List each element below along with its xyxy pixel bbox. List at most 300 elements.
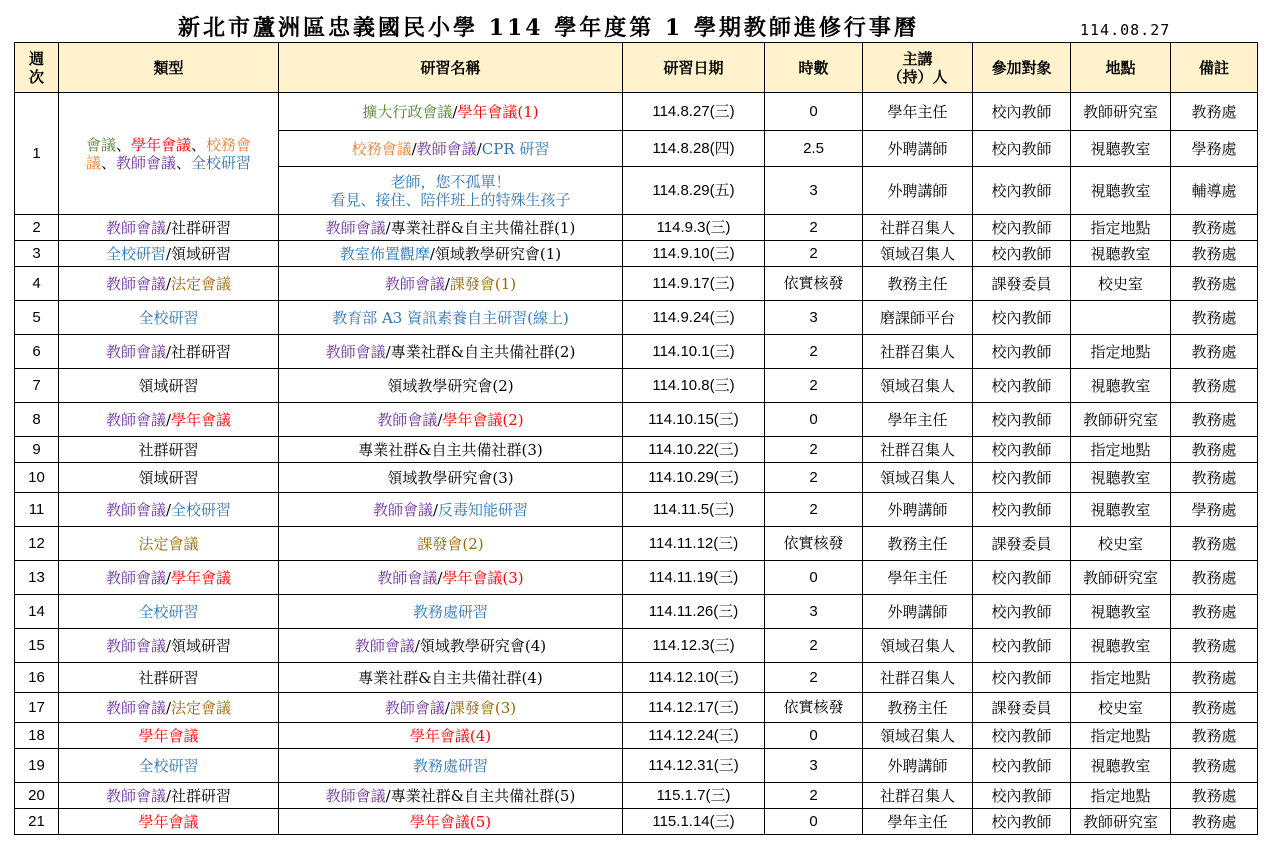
audience-cell: 校內教師 (973, 595, 1071, 629)
type-cell (59, 267, 279, 301)
type-cell (59, 463, 279, 493)
note-cell: 教務處 (1171, 403, 1258, 437)
hours-cell: 2 (765, 783, 863, 809)
session-name-cell (279, 493, 623, 527)
speaker-cell: 社群召集人 (863, 437, 973, 463)
table-row (15, 403, 1258, 437)
speaker-cell: 外聘講師 (863, 749, 973, 783)
hours-cell: 0 (765, 809, 863, 835)
location-cell: 視聽教室 (1071, 463, 1171, 493)
audience-cell: 校內教師 (973, 493, 1071, 527)
week-cell: 13 (15, 561, 59, 595)
week-cell: 8 (15, 403, 59, 437)
table-row (15, 267, 1258, 301)
header-hours: 時數 (765, 43, 863, 93)
text-segment: 教師會議 (377, 568, 438, 587)
type-cell (59, 301, 279, 335)
location-cell: 視聽教室 (1071, 369, 1171, 403)
text-segment: 、 (115, 135, 131, 154)
date-cell: 115.1.7(三) (623, 783, 765, 809)
text-segment: /領域研習 (165, 244, 232, 263)
hours-cell: 2 (765, 241, 863, 267)
text-segment: 學年會議(5) (409, 812, 492, 831)
table-row (15, 527, 1258, 561)
week-cell: 20 (15, 783, 59, 809)
session-name-cell (279, 723, 623, 749)
text-segment: 法定會議 (171, 274, 232, 293)
location-cell: 教師研究室 (1071, 809, 1171, 835)
date-cell: 114.8.29(五) (623, 167, 765, 215)
text-segment: 、 (176, 153, 192, 172)
text-segment: 學年會議 (138, 812, 199, 831)
type-cell (59, 527, 279, 561)
note-cell: 教務處 (1171, 629, 1258, 663)
location-cell: 指定地點 (1071, 663, 1171, 693)
note-cell: 教務處 (1171, 809, 1258, 835)
note-cell: 教務處 (1171, 663, 1258, 693)
table-row (15, 335, 1258, 369)
text-segment: 反毒知能研習 (438, 500, 529, 519)
location-cell: 校史室 (1071, 267, 1171, 301)
date-cell: 114.10.15(三) (623, 403, 765, 437)
hours-cell: 2.5 (765, 131, 863, 167)
location-cell: 指定地點 (1071, 723, 1171, 749)
text-segment: 教師會議 (354, 636, 415, 655)
document-date: 114.08.27 (1080, 21, 1171, 39)
location-cell: 視聽教室 (1071, 749, 1171, 783)
week-cell: 18 (15, 723, 59, 749)
speaker-cell: 學年主任 (863, 93, 973, 131)
location-cell: 指定地點 (1071, 335, 1171, 369)
text-segment: 法定會議 (138, 534, 199, 553)
text-segment: 專業社群&自主共備社群(3) (358, 440, 543, 459)
week-cell: 7 (15, 369, 59, 403)
text-segment: 教師會議 (105, 636, 166, 655)
audience-cell: 校內教師 (973, 749, 1071, 783)
text-segment: 專業社群&自主共備社群(4) (358, 668, 543, 687)
audience-cell: 校內教師 (973, 215, 1071, 241)
table-row (15, 663, 1258, 693)
hours-cell: 3 (765, 301, 863, 335)
type-cell (59, 663, 279, 693)
text-segment: 教師會議 (115, 153, 176, 172)
text-segment: 教師會議 (105, 410, 166, 429)
text-segment: 領域研習 (138, 468, 199, 487)
text-segment: 全校研習 (171, 500, 232, 519)
speaker-cell: 外聘講師 (863, 493, 973, 527)
table-row (15, 749, 1258, 783)
text-segment: / (432, 500, 439, 519)
text-segment: 社群研習 (138, 440, 199, 459)
audience-cell: 課發委員 (973, 267, 1071, 301)
table-row (15, 241, 1258, 267)
header-audience: 參加對象 (973, 43, 1071, 93)
audience-cell: 課發委員 (973, 693, 1071, 723)
type-cell (59, 493, 279, 527)
location-cell: 校史室 (1071, 693, 1171, 723)
hours-cell: 3 (765, 167, 863, 215)
session-name-cell (279, 93, 623, 131)
date-cell: 114.12.31(三) (623, 749, 765, 783)
text-segment: 學年會議(4) (409, 726, 492, 745)
session-name-cell (279, 301, 623, 335)
location-cell: 教師研究室 (1071, 403, 1171, 437)
text-segment: 校務會議 (351, 139, 412, 158)
hours-cell: 0 (765, 403, 863, 437)
note-cell: 教務處 (1171, 241, 1258, 267)
speaker-cell: 社群召集人 (863, 215, 973, 241)
audience-cell: 校內教師 (973, 437, 1071, 463)
text-segment: 教師會議 (105, 698, 166, 717)
table-row (15, 463, 1258, 493)
date-cell: 114.11.19(三) (623, 561, 765, 595)
note-cell: 教務處 (1171, 527, 1258, 561)
table-row (15, 369, 1258, 403)
session-name-cell (279, 663, 623, 693)
note-cell: 教務處 (1171, 561, 1258, 595)
type-cell (59, 403, 279, 437)
text-segment: 教師會議 (325, 342, 386, 361)
location-cell: 視聽教室 (1071, 629, 1171, 663)
table-row (15, 437, 1258, 463)
header-note: 備註 (1171, 43, 1258, 93)
audience-cell: 校內教師 (973, 335, 1071, 369)
header-row (15, 43, 1258, 93)
date-cell: 114.10.1(三) (623, 335, 765, 369)
speaker-cell: 外聘講師 (863, 131, 973, 167)
location-cell: 教師研究室 (1071, 561, 1171, 595)
week-cell: 4 (15, 267, 59, 301)
week-cell: 3 (15, 241, 59, 267)
type-cell (59, 595, 279, 629)
document-title: 新北市蘆洲區忠義國民小學 114 學年度第 1 學期教師進修行事曆 (178, 15, 919, 41)
note-cell: 輔導處 (1171, 167, 1258, 215)
date-cell: 114.9.10(三) (623, 241, 765, 267)
type-cell (59, 335, 279, 369)
type-cell (59, 215, 279, 241)
text-segment: /專業社群&自主共備社群(1) (385, 218, 576, 237)
schedule-body (15, 93, 1258, 835)
text-segment: / (437, 568, 443, 587)
audience-cell: 校內教師 (973, 463, 1071, 493)
audience-cell: 校內教師 (973, 809, 1071, 835)
text-segment: 教師會議 (105, 568, 166, 587)
text-segment: 教師會議 (372, 500, 433, 519)
text-segment: 教務處研習 (412, 602, 488, 621)
table-row (15, 723, 1258, 749)
speaker-cell: 領域召集人 (863, 463, 973, 493)
date-cell: 114.11.5(三) (623, 493, 765, 527)
date-cell: 114.12.10(三) (623, 663, 765, 693)
speaker-cell: 學年主任 (863, 561, 973, 595)
speaker-cell: 社群召集人 (863, 335, 973, 369)
table-row (15, 301, 1258, 335)
audience-cell: 校內教師 (973, 663, 1071, 693)
text-segment: 擴大行政會議 (362, 102, 453, 121)
text-segment: / (165, 500, 172, 519)
speaker-cell: 領域召集人 (863, 723, 973, 749)
session-name-cell (279, 335, 623, 369)
type-cell (59, 723, 279, 749)
hours-cell: 2 (765, 335, 863, 369)
hours-cell: 2 (765, 463, 863, 493)
week-cell: 11 (15, 493, 59, 527)
speaker-cell: 領域召集人 (863, 629, 973, 663)
text-segment: 學年會議(2) (442, 410, 524, 429)
table-row (15, 215, 1258, 241)
hours-cell: 0 (765, 93, 863, 131)
header-week: 週 次 (15, 43, 59, 93)
table-row (15, 93, 1258, 131)
session-name-cell (279, 463, 623, 493)
note-cell: 學務處 (1171, 131, 1258, 167)
date-cell: 114.11.26(三) (623, 595, 765, 629)
location-cell: 視聽教室 (1071, 493, 1171, 527)
speaker-cell: 領域召集人 (863, 369, 973, 403)
week-cell: 5 (15, 301, 59, 335)
table-row (15, 629, 1258, 663)
text-segment: / (411, 139, 417, 158)
text-segment: / (437, 410, 443, 429)
session-name-cell (279, 809, 623, 835)
note-cell: 教務處 (1171, 301, 1258, 335)
header-location: 地點 (1071, 43, 1171, 93)
text-segment: 教師會議 (105, 786, 166, 805)
header-type: 類型 (59, 43, 279, 93)
audience-cell: 校內教師 (973, 131, 1071, 167)
session-name-cell (279, 241, 623, 267)
date-cell: 114.9.3(三) (623, 215, 765, 241)
type-cell (59, 629, 279, 663)
type-cell (59, 693, 279, 723)
text-segment: / (476, 139, 482, 158)
date-cell: 115.1.14(三) (623, 809, 765, 835)
schedule-table (14, 42, 1258, 835)
note-cell: 教務處 (1171, 723, 1258, 749)
session-name-cell (279, 693, 623, 723)
audience-cell: 校內教師 (973, 561, 1071, 595)
week-cell: 15 (15, 629, 59, 663)
type-cell (59, 241, 279, 267)
week-cell: 2 (15, 215, 59, 241)
text-segment: 教師會議 (416, 139, 477, 158)
text-segment: 課發會(1) (449, 274, 517, 293)
date-cell: 114.12.3(三) (623, 629, 765, 663)
hours-cell: 0 (765, 723, 863, 749)
hours-cell: 2 (765, 369, 863, 403)
text-segment: 教師會議 (384, 698, 445, 717)
text-segment: 全校研習 (138, 602, 199, 621)
session-name-cell (279, 595, 623, 629)
text-segment: /領域教學研究會(1) (429, 244, 562, 263)
audience-cell: 校內教師 (973, 167, 1071, 215)
text-segment: / (452, 102, 458, 121)
hours-cell: 2 (765, 629, 863, 663)
text-segment: 教育部 A3 資訊素養自主研習(線上) (332, 308, 569, 327)
location-cell: 指定地點 (1071, 215, 1171, 241)
text-line: 看見、接住、陪伴班上的特殊生孩子 (330, 190, 571, 209)
note-cell: 教務處 (1171, 437, 1258, 463)
audience-cell: 校內教師 (973, 783, 1071, 809)
text-segment: /專業社群&自主共備社群(2) (385, 342, 576, 361)
text-segment: /領域教學研究會(4) (414, 636, 547, 655)
week-cell: 12 (15, 527, 59, 561)
text-segment: 全校研習 (138, 308, 199, 327)
text-segment: /社群研習 (165, 786, 232, 805)
hours-cell: 依實核發 (765, 267, 863, 301)
location-cell: 指定地點 (1071, 783, 1171, 809)
location-cell: 校史室 (1071, 527, 1171, 561)
location-cell: 視聽教室 (1071, 595, 1171, 629)
text-segment: / (165, 698, 172, 717)
session-name-cell (279, 403, 623, 437)
hours-cell: 0 (765, 561, 863, 595)
audience-cell: 校內教師 (973, 723, 1071, 749)
session-name-cell (279, 629, 623, 663)
audience-cell: 校內教師 (973, 369, 1071, 403)
text-segment: 教師會議 (325, 786, 386, 805)
text-segment: 全校研習 (138, 756, 199, 775)
speaker-cell: 教務主任 (863, 527, 973, 561)
text-segment: 、 (191, 135, 207, 154)
note-cell: 教務處 (1171, 335, 1258, 369)
hours-cell: 2 (765, 437, 863, 463)
speaker-cell: 社群召集人 (863, 663, 973, 693)
text-segment: /專業社群&自主共備社群(5) (385, 786, 576, 805)
note-cell: 教務處 (1171, 595, 1258, 629)
hours-cell: 3 (765, 749, 863, 783)
text-segment: 教師會議 (105, 218, 166, 237)
table-row (15, 561, 1258, 595)
header-speaker: 主講 （持）人 (863, 43, 973, 93)
text-segment: 課發會(3) (449, 698, 517, 717)
table-row (15, 783, 1258, 809)
note-cell: 教務處 (1171, 267, 1258, 301)
week-cell: 17 (15, 693, 59, 723)
hours-cell: 2 (765, 215, 863, 241)
text-segment: 校務會議 (85, 135, 252, 172)
note-cell: 教務處 (1171, 93, 1258, 131)
audience-cell: 課發委員 (973, 527, 1071, 561)
text-segment: /領域研習 (165, 636, 232, 655)
text-segment: / (444, 274, 450, 293)
note-cell: 教務處 (1171, 749, 1258, 783)
week-cell: 1 (15, 93, 59, 215)
session-name-cell (279, 527, 623, 561)
text-segment: 領域教學研究會(3) (387, 468, 514, 487)
note-cell: 教務處 (1171, 783, 1258, 809)
session-name-cell (279, 561, 623, 595)
note-cell: 教務處 (1171, 215, 1258, 241)
text-segment: 、 (100, 153, 116, 172)
session-name-cell (279, 131, 623, 167)
hours-cell: 2 (765, 493, 863, 527)
session-name-cell (279, 437, 623, 463)
text-segment: 教師會議 (105, 500, 166, 519)
text-segment: 學年會議(3) (442, 568, 524, 587)
table-row (15, 493, 1258, 527)
speaker-cell: 外聘講師 (863, 595, 973, 629)
date-cell: 114.10.29(三) (623, 463, 765, 493)
week-cell: 19 (15, 749, 59, 783)
week-cell: 16 (15, 663, 59, 693)
hours-cell: 依實核發 (765, 693, 863, 723)
table-row (15, 809, 1258, 835)
date-cell: 114.9.17(三) (623, 267, 765, 301)
text-line: 老師，您不孤單！ (390, 172, 511, 191)
session-name-cell (279, 267, 623, 301)
speaker-cell: 教務主任 (863, 267, 973, 301)
speaker-cell: 學年主任 (863, 403, 973, 437)
text-segment: / (444, 698, 450, 717)
text-segment: 教師會議 (384, 274, 445, 293)
text-segment: 法定會議 (171, 698, 232, 717)
text-segment: 領域研習 (138, 376, 199, 395)
note-cell: 教務處 (1171, 693, 1258, 723)
hours-cell: 依實核發 (765, 527, 863, 561)
session-name-cell (279, 783, 623, 809)
text-segment: 社群研習 (138, 668, 199, 687)
audience-cell: 校內教師 (973, 241, 1071, 267)
text-segment: 學年會議 (138, 726, 199, 745)
type-cell (59, 93, 279, 215)
date-cell: 114.10.22(三) (623, 437, 765, 463)
text-segment: 學年會議(1) (457, 102, 539, 121)
type-cell (59, 369, 279, 403)
text-segment: 教室佈置觀摩 (339, 244, 430, 263)
type-cell (59, 809, 279, 835)
type-cell (59, 437, 279, 463)
text-segment: 全校研習 (105, 244, 166, 263)
speaker-cell: 社群召集人 (863, 783, 973, 809)
hours-cell: 3 (765, 595, 863, 629)
header-session-name: 研習名稱 (279, 43, 623, 93)
audience-cell: 校內教師 (973, 403, 1071, 437)
text-segment: 學年會議 (171, 410, 232, 429)
text-segment: 教務處研習 (412, 756, 488, 775)
week-cell: 9 (15, 437, 59, 463)
speaker-cell: 教務主任 (863, 693, 973, 723)
note-cell: 學務處 (1171, 493, 1258, 527)
text-segment: 學年會議 (130, 135, 191, 154)
speaker-cell: 外聘講師 (863, 167, 973, 215)
speaker-cell: 磨課師平台 (863, 301, 973, 335)
location-cell: 教師研究室 (1071, 93, 1171, 131)
note-cell: 教務處 (1171, 463, 1258, 493)
location-cell: 視聽教室 (1071, 167, 1171, 215)
audience-cell: 校內教師 (973, 93, 1071, 131)
text-segment: 會議 (85, 135, 116, 154)
text-segment: 教師會議 (105, 274, 166, 293)
location-cell: 視聽教室 (1071, 131, 1171, 167)
date-cell: 114.9.24(三) (623, 301, 765, 335)
text-segment: / (165, 410, 172, 429)
week-cell: 6 (15, 335, 59, 369)
text-segment: / (165, 568, 172, 587)
table-row (15, 595, 1258, 629)
audience-cell: 校內教師 (973, 301, 1071, 335)
type-cell (59, 783, 279, 809)
session-name-cell (279, 215, 623, 241)
text-segment: 教師會議 (105, 342, 166, 361)
week-cell: 21 (15, 809, 59, 835)
week-cell: 14 (15, 595, 59, 629)
text-segment: 教師會議 (377, 410, 438, 429)
date-cell: 114.12.24(三) (623, 723, 765, 749)
date-cell: 114.12.17(三) (623, 693, 765, 723)
note-cell: 教務處 (1171, 369, 1258, 403)
session-name-cell (279, 167, 623, 215)
